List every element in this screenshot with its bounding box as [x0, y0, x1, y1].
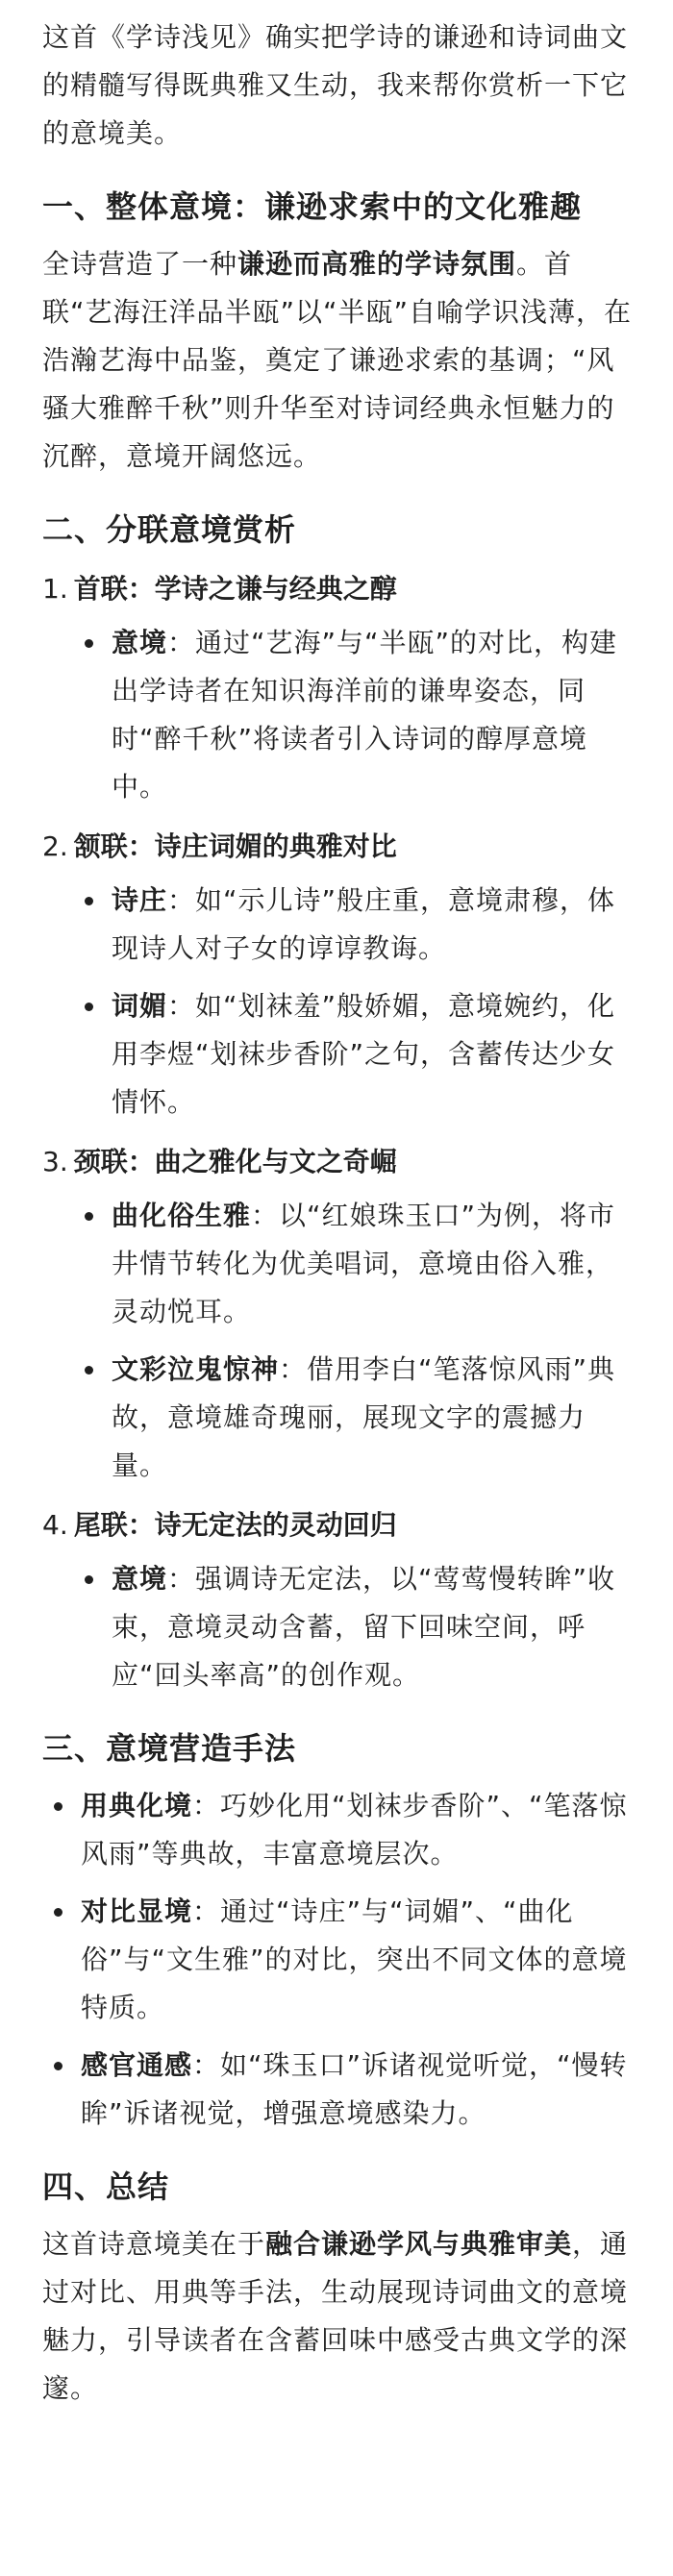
bullet-label: 感官通感 — [81, 2049, 193, 2081]
bullet-item — [73, 1555, 636, 1699]
bullet-label: 用典化境 — [81, 1790, 193, 1821]
subheading-number: 4. — [42, 1509, 68, 1541]
bullet-text: ：借用李白“笔落惊风雨”典故，意境雄奇瑰丽，展现文字的震撼力量。 — [112, 1353, 616, 1481]
bullet-text: ：如“示儿诗”般庄重，意境肃穆，体现诗人对子女的谆谆教诲。 — [112, 884, 616, 964]
bullet-label: 意境 — [112, 627, 168, 658]
bullet-text: ：通过“诗庄”与“词媚”、“曲化俗”与“文生雅”的对比，突出不同文体的意境特质。 — [81, 1895, 628, 2023]
bullet-label: 词媚 — [112, 990, 168, 1022]
intro-paragraph: 这首《学诗浅见》确实把学诗的谦逊和诗词曲文的精髓写得既典雅又生动，我来帮你赏析一下它的意境美。 — [42, 21, 629, 149]
bullet-text: ：通过“艺海”与“半瓯”的对比，构建出学诗者在知识海洋前的谦卑姿态，同时“醉千秋”将读者引入诗词的醇厚意境中。 — [112, 627, 618, 803]
summary-text-bold: 融合谦逊学风与典雅审美 — [265, 2228, 573, 2260]
numbered-subheading — [42, 1501, 636, 1549]
subheading-title: 尾联：诗无定法的灵动回归 — [73, 1509, 397, 1541]
bullet-label: 对比显境 — [81, 1895, 193, 1927]
section-1-paragraph — [42, 240, 636, 481]
bullet-text: ：如“珠玉口”诉诸视觉听觉，“慢转眸”诉诸视觉，增强意境感染力。 — [81, 2049, 628, 2129]
bullet-text: ：巧妙化用“划袜步香阶”、“笔落惊风雨”等典故，丰富意境层次。 — [81, 1790, 628, 1870]
section-1-text-post: 。首联“艺海汪洋品半瓯”以“半瓯”自喻学识浅薄，在浩瀚艺海中品鉴，奠定了谦逊求索的基调；“风骚大雅醉千秋”则升华至对诗词经典永恒魅力的沉醉，意境开阔悠远。 — [42, 248, 633, 472]
bullet-text: ：如“划袜羞”般娇媚，意境婉约，化用李煜“划袜步香阶”之句，含蓄传达少女情怀。 — [112, 990, 616, 1118]
section-heading-3: 三、意境营造手法 — [42, 1730, 297, 1767]
bullet-item — [42, 1782, 636, 1878]
bullet-label: 诗庄 — [112, 884, 168, 916]
subheading-title: 颈联：曲之雅化与文之奇崛 — [73, 1146, 397, 1177]
bullet-item — [73, 982, 636, 1127]
bullet-text: ：强调诗无定法，以“莺莺慢转眸”收束，意境灵动含蓄，留下回味空间，呼应“回头率高”的创作观。 — [112, 1563, 616, 1691]
section-2-item-4 — [42, 1501, 636, 1699]
section-1-text-pre: 全诗营造了一种 — [42, 248, 238, 280]
subheading-number: 1. — [42, 573, 68, 605]
summary-text-pre: 这首诗意境美在于 — [42, 2228, 266, 2260]
bullet-item — [73, 1192, 636, 1336]
bullet-label: 文彩泣鬼惊神 — [112, 1353, 280, 1385]
bullet-item — [73, 619, 636, 811]
subheading-title: 颔联：诗庄词媚的典雅对比 — [73, 830, 397, 862]
section-heading-1: 一、整体意境：谦逊求索中的文化雅趣 — [42, 188, 583, 225]
subheading-number: 2. — [42, 830, 68, 862]
bullet-text: ：以“红娘珠玉口”为例，将市井情节转化为优美唱词，意境由俗入雅，灵动悦耳。 — [112, 1200, 616, 1327]
section-heading-4: 四、总结 — [42, 2168, 170, 2205]
subheading-title: 首联：学诗之谦与经典之醇 — [73, 573, 397, 605]
numbered-subheading — [42, 565, 636, 613]
bullet-label: 曲化俗生雅 — [112, 1200, 252, 1231]
bullet-item — [73, 1346, 636, 1490]
bullet-item — [42, 1888, 636, 2032]
numbered-subheading — [42, 823, 636, 871]
summary-text-post: ，通过对比、用典等手法，生动展现诗词曲文的意境魅力，引导读者在含蓄回味中感受古典文学的深邃。 — [42, 2228, 629, 2404]
bullet-item — [42, 2042, 636, 2138]
numbered-subheading — [42, 1138, 636, 1186]
section-1-text-bold: 谦逊而高雅的学诗氛围 — [237, 248, 517, 280]
section-heading-2: 二、分联意境赏析 — [42, 511, 297, 548]
section-2-item-3 — [42, 1138, 636, 1490]
section-2-item-1 — [42, 565, 636, 811]
summary-paragraph — [42, 2220, 636, 2413]
subheading-number: 3. — [42, 1146, 68, 1177]
bullet-label: 意境 — [112, 1563, 168, 1595]
bullet-item — [73, 877, 636, 973]
section-2-item-2 — [42, 823, 636, 1127]
